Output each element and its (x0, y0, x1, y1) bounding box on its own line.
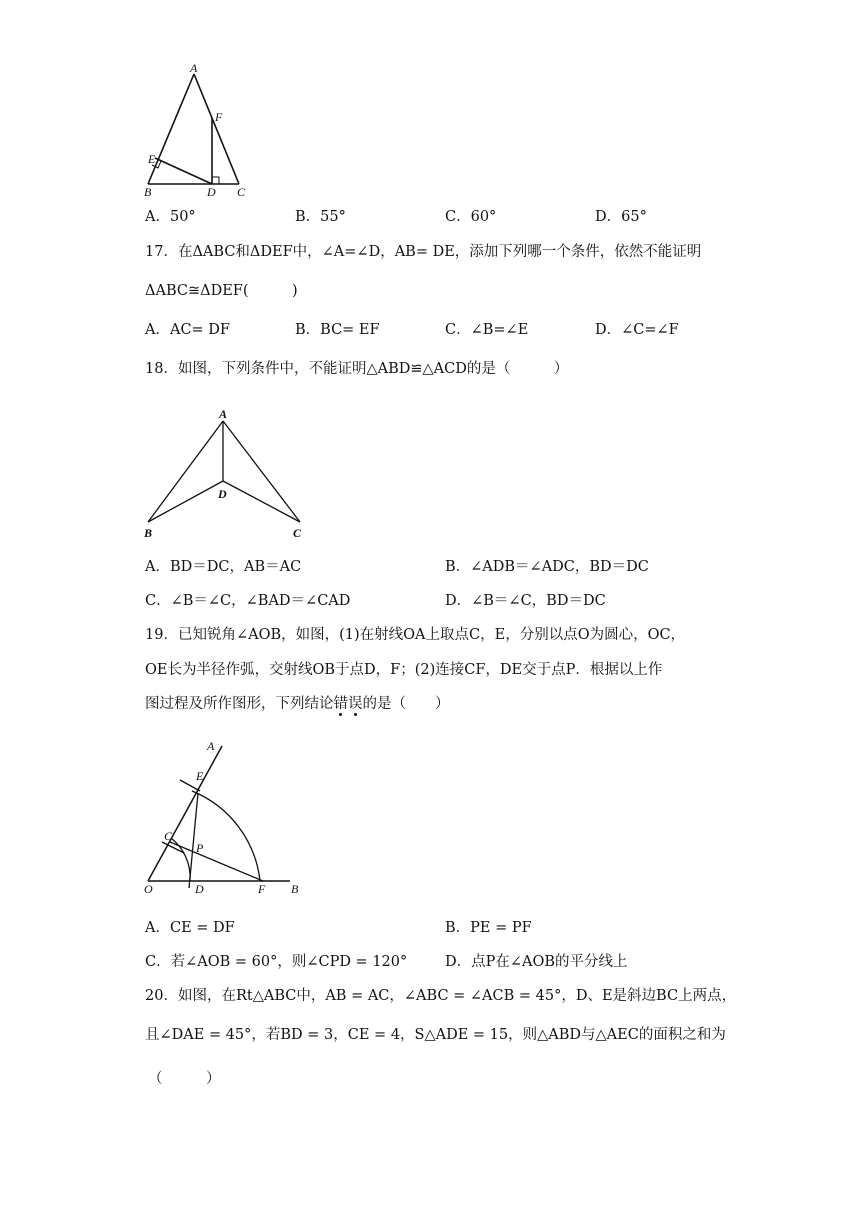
q19-emphasis-text: 错误 (333, 696, 363, 712)
q18-label-a: A (219, 407, 228, 421)
q17-option-c[interactable]: C．∠B=∠E (445, 322, 529, 338)
q19-stem-line3-pre: 图过程及所作图形，下列结论 (145, 696, 334, 712)
q18-option-a[interactable]: A．BD＝DC，AB＝AC (145, 559, 302, 575)
q18-dart-figure (140, 404, 315, 544)
q17-stem-line1: 17．在ΔABC和ΔDEF中，∠A=∠D，AB= DE，添加下列哪一个条件，依然不能证明 (145, 244, 702, 260)
q17-option-b[interactable]: B．BC= EF (295, 322, 380, 338)
q19-option-d[interactable]: D．点P在∠AOB的平分线上 (445, 954, 628, 970)
q19-stem-line1: 19．已知锐角∠AOB，如图，(1)在射线OA上取点C，E，分别以点O为圆心，OC， (145, 627, 686, 643)
q17-stem-line2: ΔABC≅ΔDEF( ) (145, 283, 298, 299)
q18-option-d[interactable]: D．∠B＝∠C，BD＝DC (445, 593, 606, 609)
q19-label-b: B (291, 882, 299, 896)
q16-label-c: C (237, 185, 246, 199)
q18-label-b: B (144, 526, 153, 540)
q19-label-f: F (258, 882, 266, 896)
q19-emphasis-wrong (334, 696, 363, 712)
q20-stem-line2: 且∠DAE = 45°，若BD = 3，CE = 4，S△ADE = 15，则△ABD与△AEC的面积之和为 (145, 1027, 726, 1043)
q16-label-d: D (207, 185, 216, 199)
q19-label-c: C (164, 829, 173, 843)
q16-label-f: F (215, 110, 223, 124)
q18-label-c: C (293, 526, 302, 540)
q16-label-e: E (148, 152, 156, 166)
q18-stem: 18．如图，下列条件中，不能证明△ABD≌△ACD的是（ ） (145, 361, 569, 377)
q16-option-c[interactable]: C．60° (445, 209, 497, 225)
emphasis-dot-icon (354, 713, 357, 716)
q17-option-a[interactable]: A．AC= DF (145, 322, 230, 338)
q19-stem-line2: OE长为半径作弧，交射线OB于点D，F；(2)连接CF，DE交于点P．根据以上作 (145, 662, 663, 678)
q17-option-d[interactable]: D．∠C=∠F (595, 322, 679, 338)
q19-label-d: D (195, 882, 204, 896)
q18-label-d: D (218, 487, 227, 501)
q18-option-c[interactable]: C．∠B＝∠C，∠BAD＝∠CAD (145, 593, 351, 609)
q20-stem-line1: 20．如图，在Rt△ABC中，AB = AC，∠ABC = ∠ACB = 45°，D、E是斜边BC上两点， (145, 988, 737, 1004)
q16-label-b: B (144, 185, 152, 199)
q19-label-a: A (207, 739, 215, 753)
q19-stem-line3 (145, 694, 450, 714)
q16-triangle-figure (140, 62, 260, 202)
q19-option-c[interactable]: C．若∠AOB = 60°，则∠CPD = 120° (145, 954, 408, 970)
q19-label-o: O (144, 882, 153, 896)
q19-label-e: E (196, 769, 204, 783)
q19-label-p: P (196, 841, 204, 855)
emphasis-dot-icon (339, 713, 342, 716)
q19-stem-line3-post: 的是（ ） (362, 696, 450, 712)
q16-option-a[interactable]: A．50° (145, 209, 196, 225)
q19-construction-figure (140, 738, 315, 898)
q19-option-b[interactable]: B．PE = PF (445, 920, 532, 936)
q18-option-b[interactable]: B．∠ADB＝∠ADC，BD＝DC (445, 559, 649, 575)
q16-option-d[interactable]: D．65° (595, 209, 647, 225)
q16-label-a: A (190, 61, 198, 75)
q16-option-b[interactable]: B．55° (295, 209, 346, 225)
q19-option-a[interactable]: A．CE = DF (145, 920, 235, 936)
q20-stem-line3: （ ） (148, 1071, 221, 1087)
